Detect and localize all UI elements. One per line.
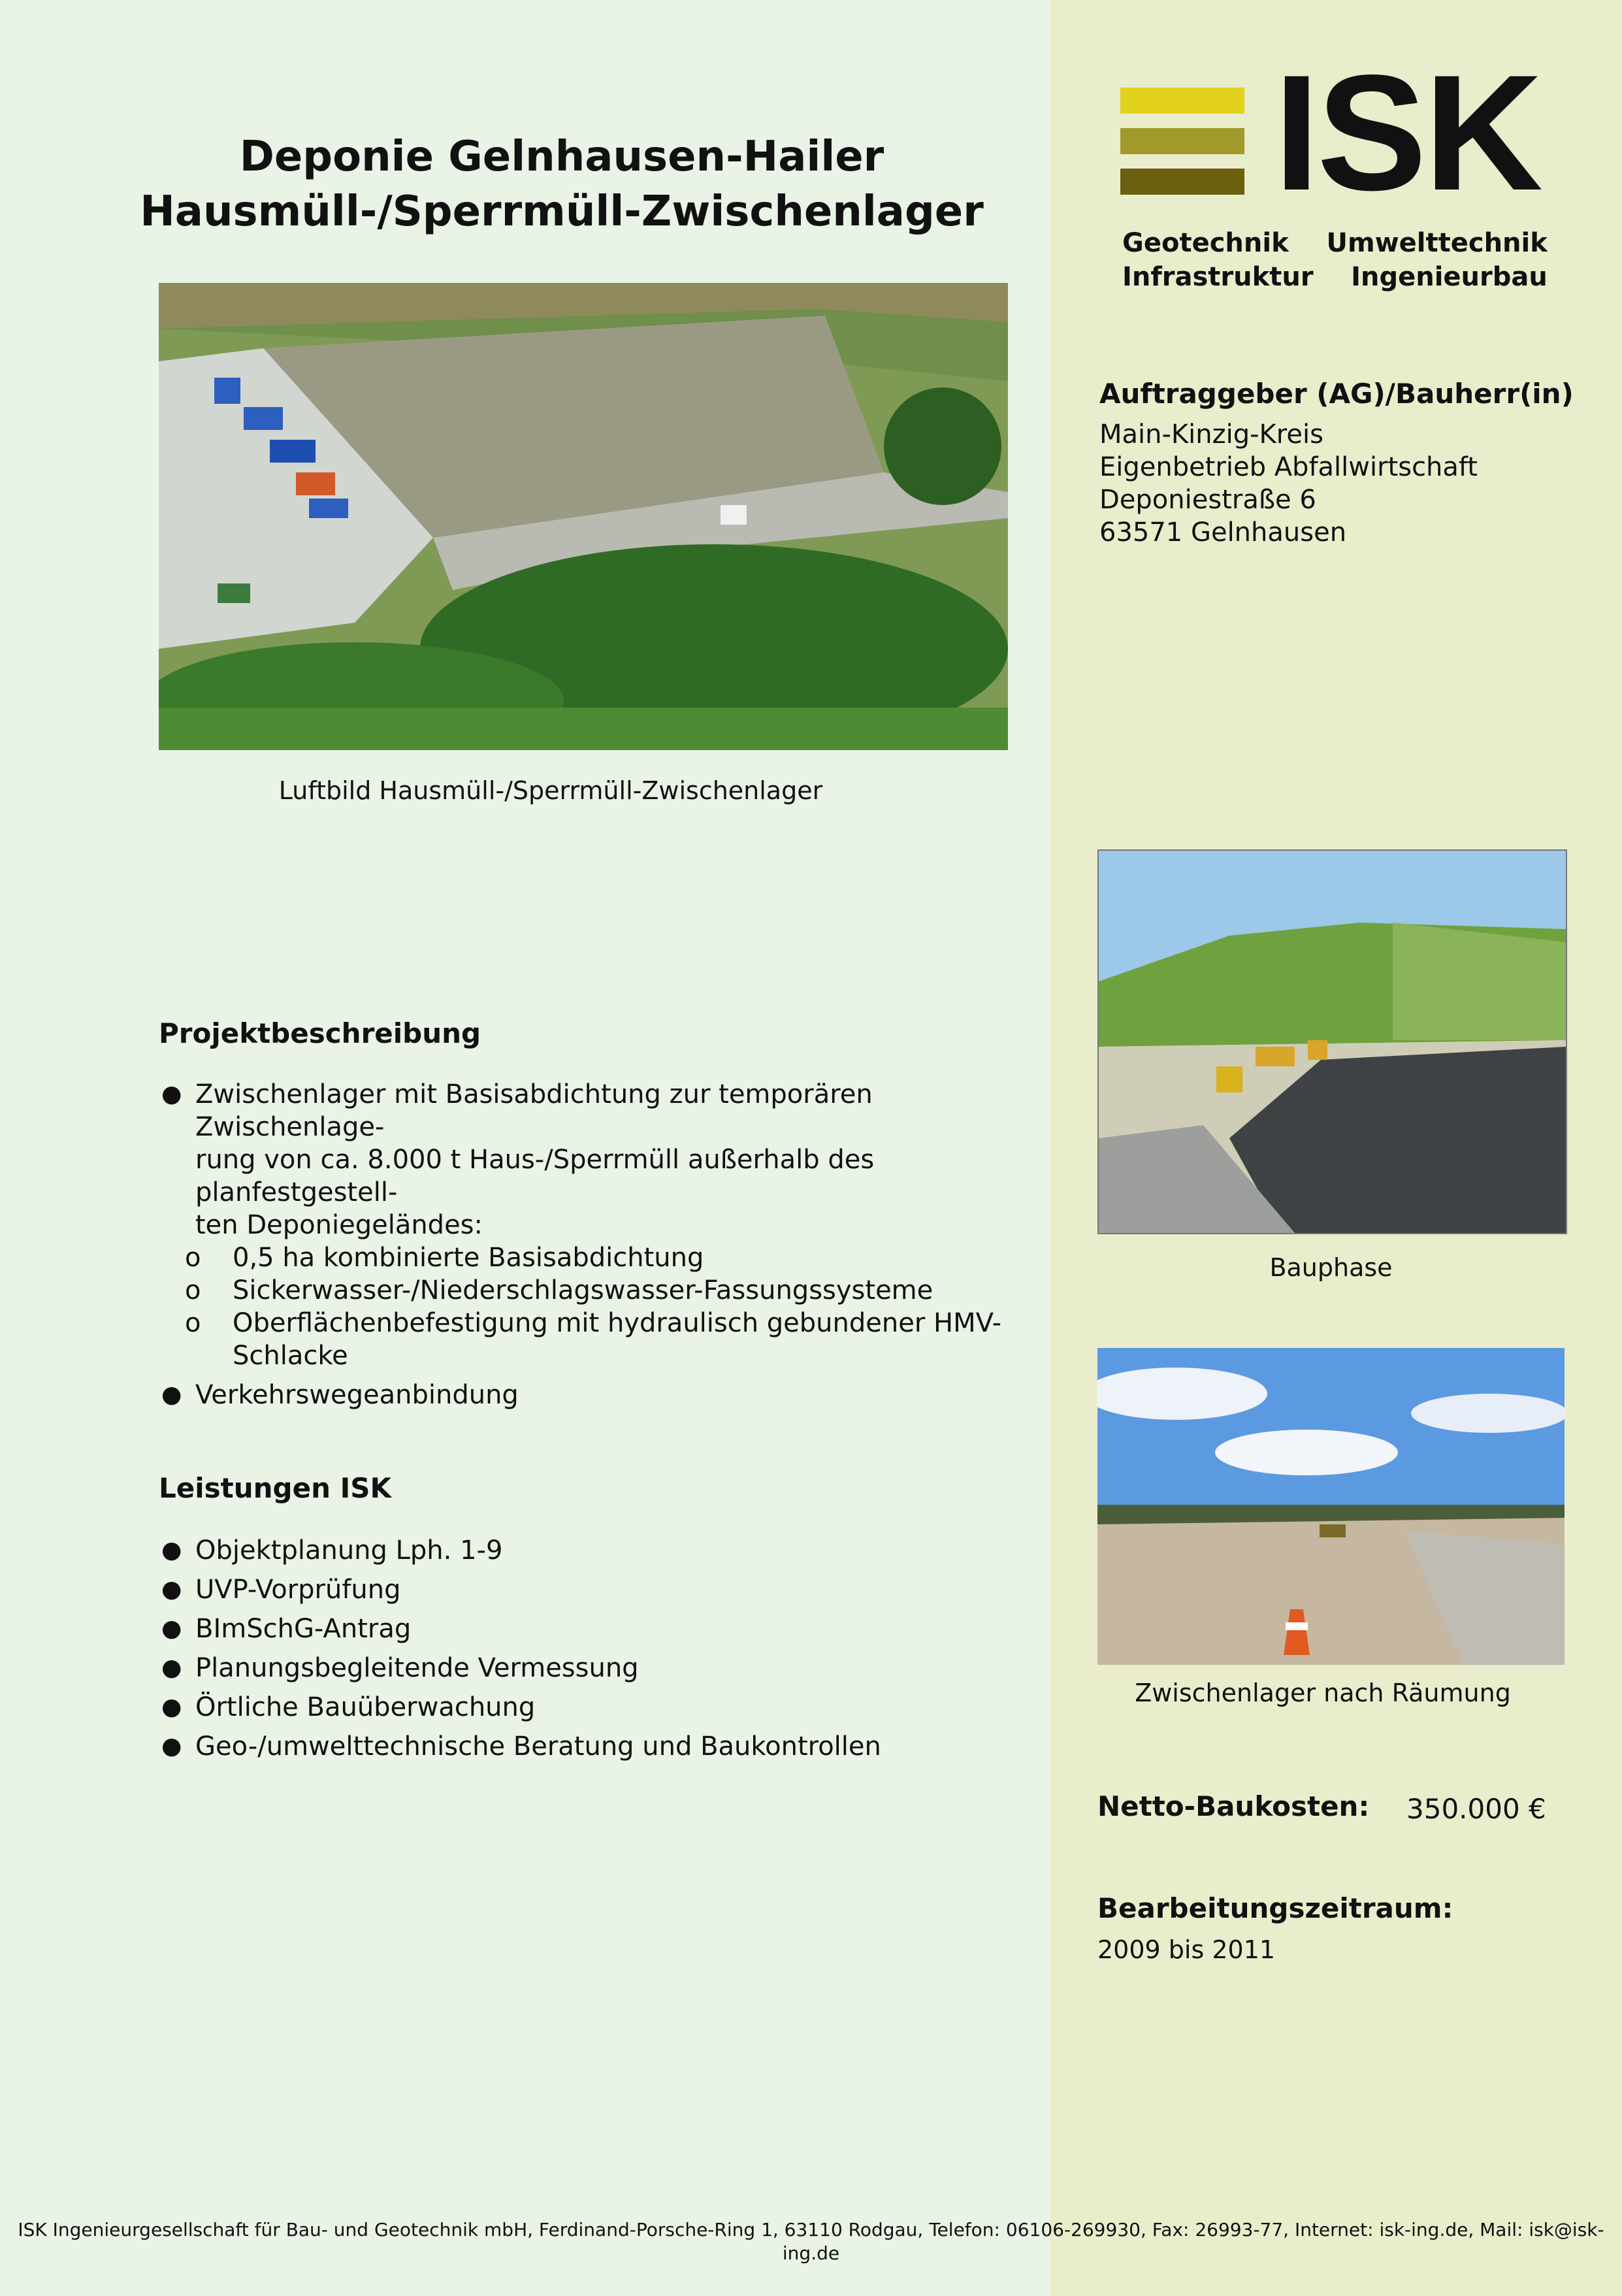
sub-list-item-line: Sickerwasser-/Niederschlagswasser-Fassungssysteme [233, 1275, 933, 1305]
client-heading: Auftraggeber (AG)/Bauherr(in) [1099, 378, 1574, 410]
logo-subtitle: Umwelttechnik [1326, 228, 1548, 258]
sub-bullet-icon: o [185, 1308, 201, 1338]
isk-logo-bars [1120, 88, 1244, 209]
sub-list-item-line: 0,5 ha kombinierte Basisabdichtung [233, 1243, 704, 1273]
processing-period-label: Bearbeitungszeitraum: [1097, 1892, 1453, 1924]
list-item-text: BImSchG-Antrag [195, 1614, 412, 1644]
net-cost-value: 350.000 € [1406, 1793, 1546, 1825]
list-item [159, 1078, 1028, 1241]
bullet-icon: ● [161, 1381, 182, 1408]
footer-contact: ISK Ingenieurgesellschaft für Bau- und Geotechnik mbH, Ferdinand-Porsche-Ring 1, 63110 Rodgau, Telefon: 06106-269930, Fax: 26993-77, Internet: isk-ing.de, Mail: isk@isk-ing.de [18, 2219, 1604, 2264]
bullet-icon: ● [161, 1576, 182, 1603]
list-item [159, 1531, 1028, 1570]
logo-subtitle: Infrastruktur [1122, 262, 1314, 292]
logo-subtitle: Geotechnik [1122, 228, 1289, 258]
sub-list-item [159, 1307, 1028, 1372]
client-line: Deponiestraße 6 [1099, 485, 1316, 515]
list-item-line: Verkehrswegeanbindung [195, 1380, 519, 1410]
project-description-list [159, 1078, 1028, 1411]
bullet-icon: ● [161, 1537, 182, 1564]
list-item-text: UVP-Vorprüfung [195, 1575, 401, 1605]
bullet-icon: ● [161, 1694, 182, 1720]
client-address [1099, 418, 1478, 549]
after-clearing-photo-caption: Zwischenlager nach Räumung [1135, 1679, 1511, 1707]
sub-bullet-icon: o [185, 1243, 201, 1273]
bullet-icon: ● [161, 1733, 182, 1760]
sub-list-item [159, 1274, 1028, 1307]
construction-photo [1097, 849, 1567, 1234]
sub-list-item-line: Oberflächenbefestigung mit hydraulisch gebundener HMV- [233, 1308, 1002, 1338]
services-list [159, 1531, 1028, 1766]
bullet-icon: ● [161, 1654, 182, 1681]
list-item [159, 1609, 1028, 1648]
list-item [159, 1379, 1028, 1411]
net-cost-label: Netto-Baukosten: [1097, 1790, 1370, 1822]
aerial-photo [159, 283, 1008, 750]
list-item-line: Zwischenlager mit Basisabdichtung zur temporären Zwischenlage- [195, 1079, 873, 1142]
client-line: Eigenbetrieb Abfallwirtschaft [1099, 452, 1478, 482]
bullet-icon: ● [161, 1081, 182, 1107]
logo-subtitles [1122, 226, 1548, 294]
logo-bar-olive [1120, 128, 1244, 154]
list-item-text: Planungsbegleitende Vermessung [195, 1653, 639, 1683]
title-line-1: Deponie Gelnhausen-Hailer [239, 133, 884, 181]
logo-bar-yellow [1120, 88, 1244, 114]
logo-subtitle: Ingenieurbau [1351, 262, 1548, 292]
list-item [159, 1688, 1028, 1727]
sub-list-item-line: Schlacke [233, 1341, 348, 1371]
services-heading: Leistungen ISK [159, 1472, 392, 1504]
after-clearing-photo [1097, 1348, 1565, 1665]
list-item [159, 1570, 1028, 1609]
isk-logo-text: ISK [1274, 41, 1541, 225]
client-line: Main-Kinzig-Kreis [1099, 419, 1323, 450]
logo-bar-brown [1120, 169, 1244, 195]
sub-bullet-icon: o [185, 1275, 201, 1305]
list-item [159, 1648, 1028, 1688]
aerial-photo-caption: Luftbild Hausmüll-/Sperrmüll-Zwischenlager [278, 776, 823, 805]
list-item-text: Geo-/umwelttechnische Beratung und Baukontrollen [195, 1731, 881, 1762]
list-item-text: Örtliche Bauüberwachung [195, 1692, 536, 1722]
sub-list-item [159, 1241, 1028, 1274]
construction-photo-caption: Bauphase [1269, 1253, 1393, 1282]
project-description-heading: Projektbeschreibung [159, 1017, 481, 1049]
title-line-2: Hausmüll-/Sperrmüll-Zwischenlager [140, 188, 984, 236]
list-item [159, 1727, 1028, 1766]
processing-period-value: 2009 bis 2011 [1097, 1935, 1276, 1964]
page-title [98, 129, 1026, 239]
bullet-icon: ● [161, 1615, 182, 1642]
list-item-line: ten Deponiegeländes: [195, 1210, 483, 1240]
client-line: 63571 Gelnhausen [1099, 517, 1347, 548]
list-item-text: Objektplanung Lph. 1-9 [195, 1535, 503, 1566]
list-item-line: rung von ca. 8.000 t Haus-/Sperrmüll außerhalb des planfestgestell- [195, 1145, 875, 1207]
